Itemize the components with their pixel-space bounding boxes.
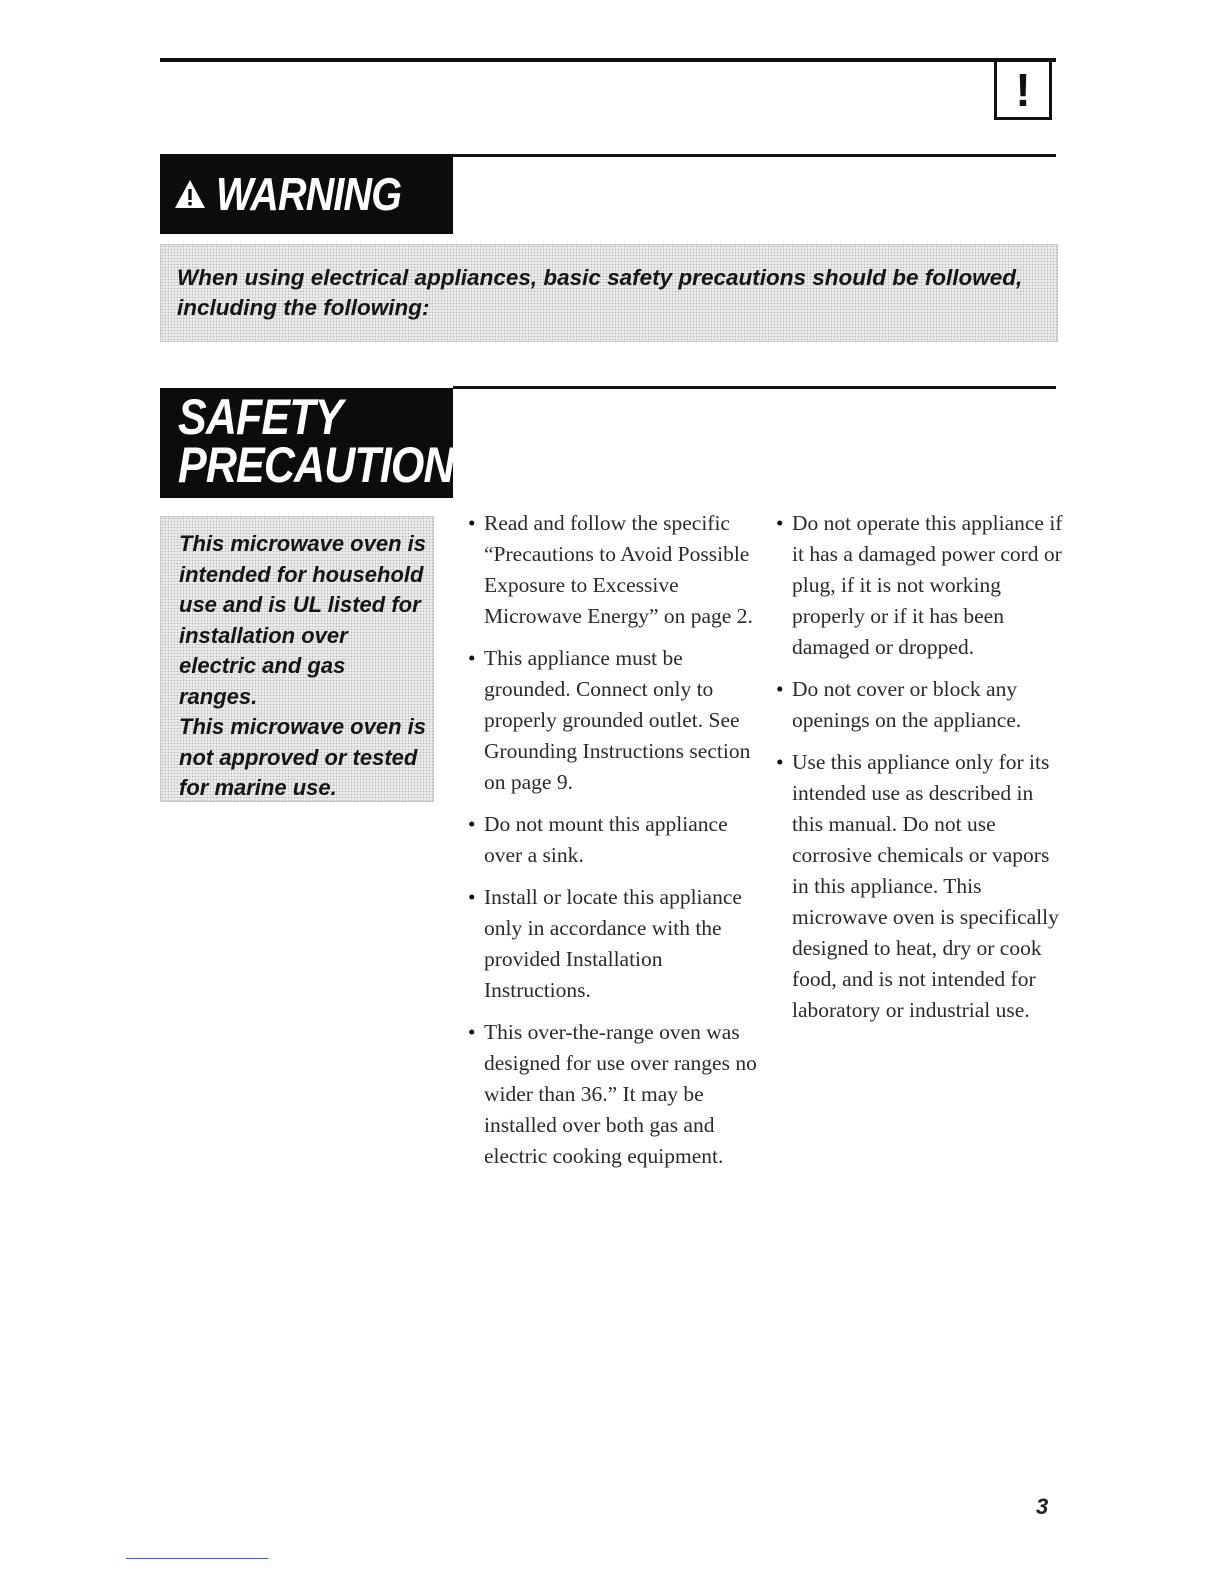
intro-box	[160, 244, 1058, 342]
list-item	[776, 674, 1066, 736]
list-item-text: • This appliance must be grounded. Connect only to properly grounded outlet. See Grounding Instructions section on page 9.	[484, 646, 751, 794]
alert-box	[994, 58, 1052, 120]
list-item	[468, 1017, 768, 1172]
list-item-text: • Do not mount this appliance over a sink.	[484, 812, 728, 867]
list-item-text: • This over-the-range oven was designed for use over ranges no wider than 36.” It may be installed over both gas and electric cooking equipment.	[484, 1020, 757, 1168]
sidebar-note-household: This microwave oven is intended for household use and is UL listed for installation over electric and gas ranges.	[179, 531, 426, 709]
sidebar-note	[179, 529, 429, 804]
top-rule	[160, 58, 1056, 62]
list-item-text: • Do not cover or block any openings on the appliance.	[792, 677, 1022, 732]
warning-label: WARNING	[216, 168, 402, 220]
safety-rule	[453, 386, 1056, 389]
page-number: 3	[1036, 1494, 1049, 1519]
warning-rule	[453, 154, 1056, 157]
list-item-text: • Use this appliance only for its intended use as described in this manual. Do not use corrosive chemicals or vapors in this appliance. This microwave oven is specifically designed to heat, dry or cook food, and is not intended for laboratory or industrial use.	[792, 750, 1059, 1022]
list-item	[468, 508, 768, 632]
footer-line	[126, 1558, 268, 1559]
list-item	[776, 508, 1066, 663]
safety-title-line2: PRECAUTIONS	[178, 437, 482, 493]
list-item-text: • Install or locate this appliance only in accordance with the provided Installation Instructions.	[484, 885, 742, 1002]
list-item-text: • Read and follow the specific “Precautions to Avoid Possible Exposure to Excessive Microwave Energy” on page 2.	[484, 511, 753, 628]
list-item	[468, 882, 768, 1006]
list-item	[468, 809, 768, 871]
warning-triangle-icon	[174, 178, 206, 210]
list-item	[468, 643, 768, 798]
list-item-text: • Do not operate this appliance if it has a damaged power cord or plug, if it is not working properly or if it has been damaged or dropped.	[792, 511, 1063, 659]
exclamation-icon: !	[1015, 63, 1031, 116]
sidebar-note-marine: This microwave oven is not approved or tested for marine use.	[179, 714, 426, 800]
safety-title-line1: SAFETY	[178, 389, 343, 445]
safety-precautions-heading	[160, 388, 482, 498]
sidebar-note-box	[160, 516, 434, 802]
list-item	[776, 747, 1066, 1026]
bullet-column-1	[468, 508, 768, 1183]
bullet-column-2	[776, 508, 1066, 1037]
intro-text: When using electrical appliances, basic safety precautions should be followed, including the following:	[177, 265, 1023, 320]
warning-heading	[160, 154, 453, 234]
